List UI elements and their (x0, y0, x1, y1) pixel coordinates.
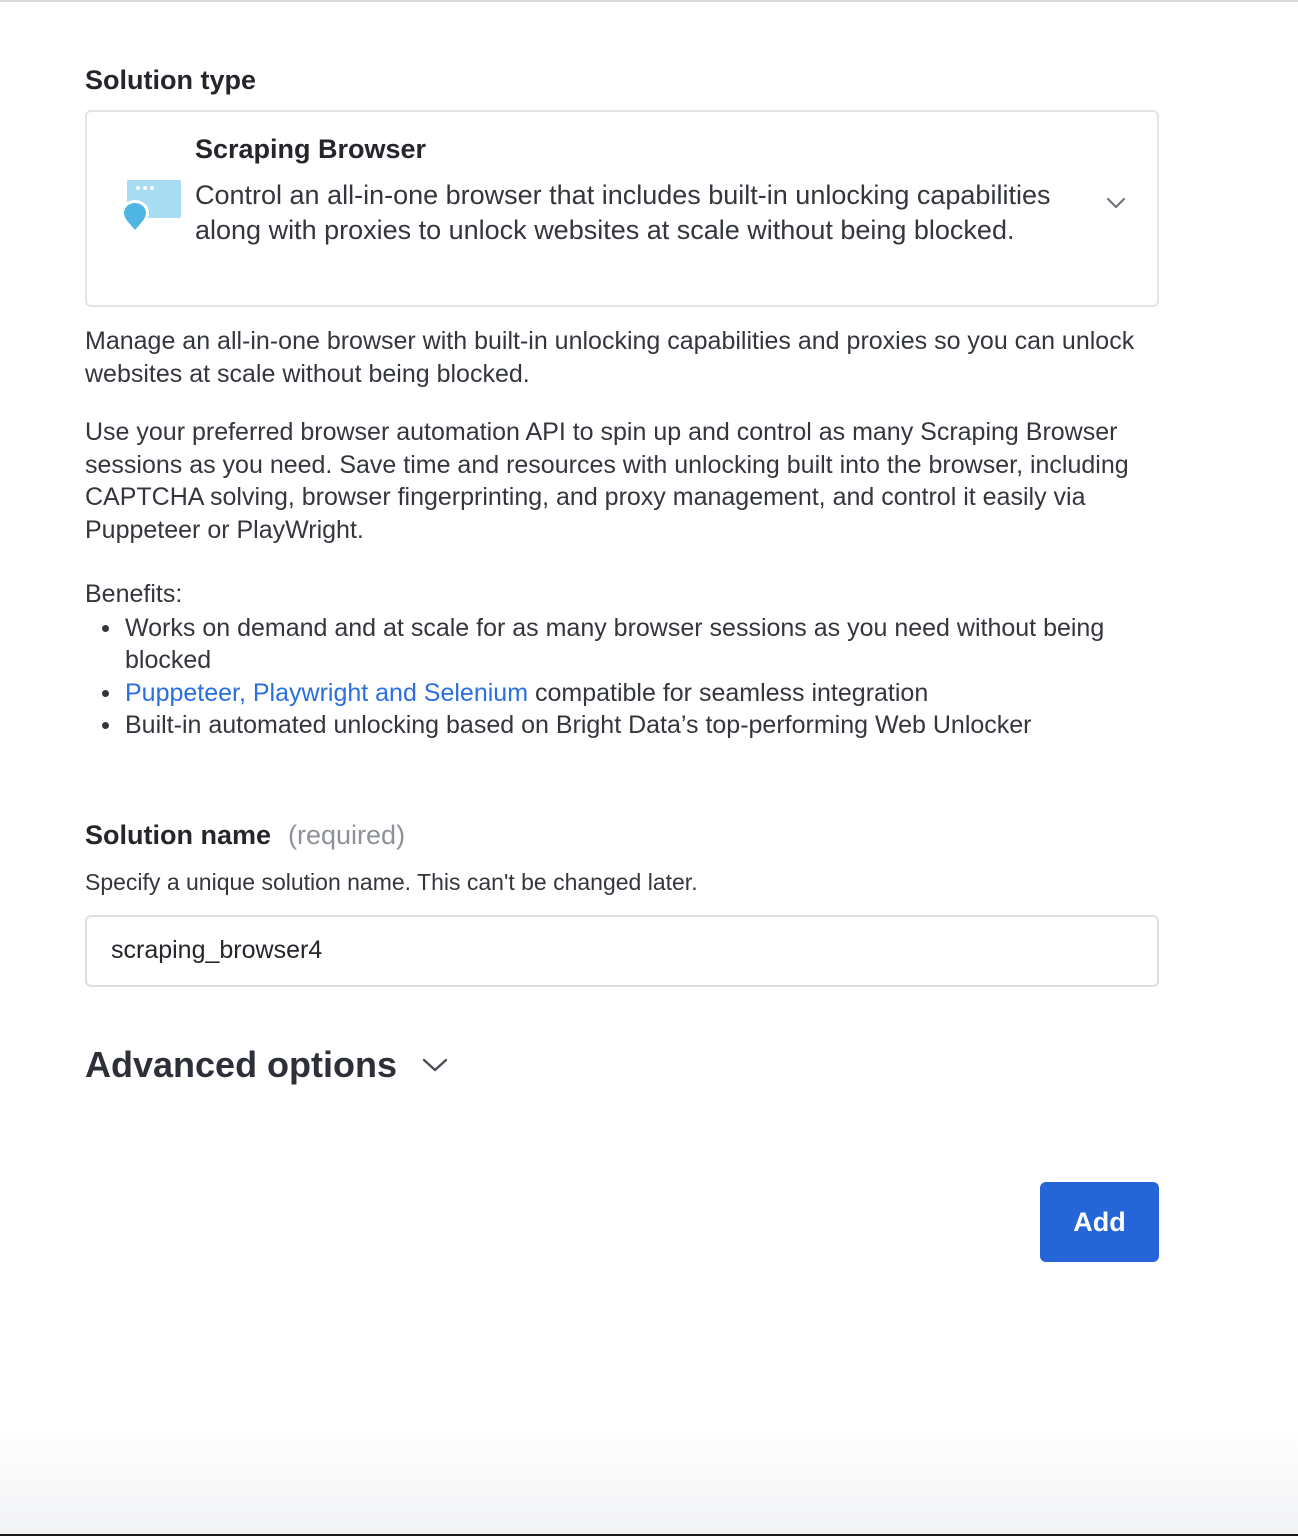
scraping-browser-icon (119, 180, 181, 238)
benefits-title: Benefits: (85, 580, 183, 608)
solution-type-description: Control an all-in-one browser that includes built-in unlocking capabilities along with proxies to unlock websites at scale without being blocked. (195, 180, 1051, 245)
list-item (85, 612, 1159, 677)
solution-type-title: Scraping Browser (195, 134, 427, 164)
chevron-down-icon[interactable] (1105, 196, 1127, 210)
list-item (85, 677, 1159, 710)
advanced-options-label: Advanced options (85, 1043, 398, 1085)
add-button[interactable]: Add (1040, 1182, 1159, 1262)
integrations-link[interactable]: Puppeteer, Playwright and Selenium (125, 678, 529, 707)
bullet-icon (102, 690, 109, 697)
benefit-text: compatible for seamless integration (528, 678, 929, 707)
advanced-options-toggle[interactable] (85, 1043, 449, 1087)
form-content (85, 62, 1159, 1087)
solution-name-label-row (85, 820, 1159, 851)
solution-type-label: Solution type (85, 65, 256, 95)
solution-name-label: Solution name (85, 819, 272, 850)
list-item (85, 709, 1159, 742)
bullet-icon (102, 722, 109, 729)
solution-summary-text: Manage an all-in-one browser with built-in unlocking capabilities and proxies so you can unlock websites at scale without being blocked. (85, 327, 1135, 388)
required-indicator: (required) (288, 819, 406, 850)
benefit-text: Works on demand and at scale for as many browser sessions as you need without being blocked (125, 613, 1105, 674)
chevron-down-icon (421, 1056, 449, 1074)
bottom-shade (0, 1426, 1298, 1536)
solution-name-hint: Specify a unique solution name. This can't be changed later. (85, 868, 698, 895)
solution-usage-text: Use your preferred browser automation API to spin up and control as many Scraping Browser sessions as you need. Save time and resources with unlocking built into the browser, including CAPTCHA solving, browser fingerprinting, and proxy management, and control it easily via Puppeteer or PlayWright. (85, 418, 1129, 544)
benefits-list (85, 612, 1159, 742)
solution-type-select[interactable] (85, 110, 1159, 307)
solution-name-input[interactable] (85, 915, 1159, 987)
bullet-icon (102, 625, 109, 632)
top-divider (0, 0, 1298, 2)
benefit-text: Built-in automated unlocking based on Bright Data’s top-performing Web Unlocker (125, 711, 1032, 739)
